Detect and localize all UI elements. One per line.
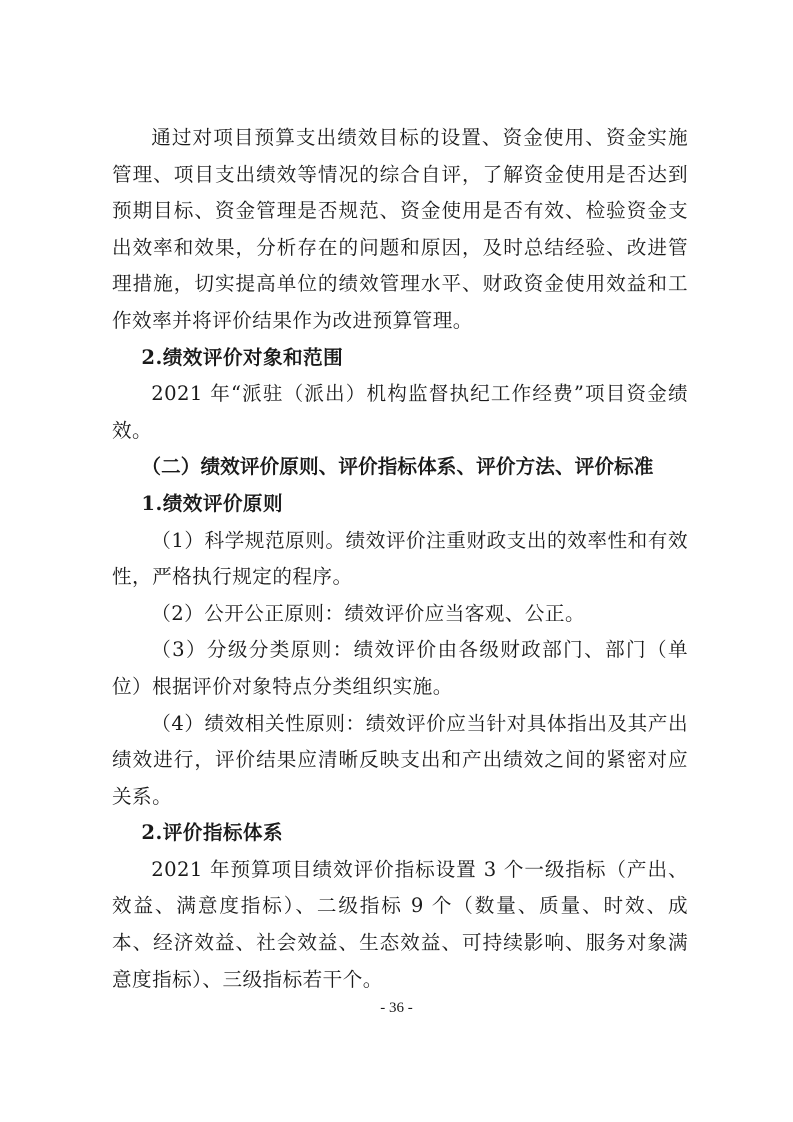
heading-section-two: （二）绩效评价原则、评价指标体系、评价方法、评价标准 [141, 455, 654, 479]
heading-indicator-system: 2.评价指标体系 [141, 821, 284, 845]
document-body [112, 120, 688, 998]
page-number: - 36 - [380, 1000, 413, 1016]
heading-evaluation-principles: 1.绩效评价原则 [141, 491, 284, 515]
principle-4-paragraph: （4）绩效相关性原则：绩效评价应当针对具体指出及其产出绩效进行，评价结果应清晰反映支出和产出绩效之间的紧密对应关系。 [112, 711, 688, 808]
intro-paragraph: 通过对项目预算支出绩效目标的设置、资金使用、资金实施管理、项目支出绩效等情况的综合自评，了解资金使用是否达到预期目标、资金管理是否规范、资金使用是否有效、检验资金支出效率和效果，分析存在的问题和原因，及时总结经验、改进管理措施，切实提高单位的绩效管理水平、财政资金使用效益和工作效率并将评价结果作为改进预算管理。 [112, 126, 688, 332]
principle-2-paragraph: （2）公开公正原则：绩效评价应当客观、公正。 [151, 601, 586, 625]
principle-1-paragraph: （1）科学规范原则。绩效评价注重财政支出的效率性和有效性，严格执行规定的程序。 [112, 528, 688, 589]
heading-evaluation-scope: 2.绩效评价对象和范围 [141, 345, 344, 369]
indicators-paragraph: 2021 年预算项目绩效评价指标设置 3 个一级指标（产出、效益、满意度指标）、二级指标 9 个（数量、质量、时效、成本、经济效益、社会效益、生态效益、可持续影响、服务对象满意度指标）、三级指标若干个。 [112, 857, 688, 991]
scope-paragraph: 2021 年“派驻（派出）机构监督执纪工作经费”项目资金绩效。 [112, 382, 688, 442]
principle-3-paragraph: （3）分级分类原则：绩效评价由各级财政部门、部门（单位）根据评价对象特点分类组织实施。 [112, 638, 688, 698]
